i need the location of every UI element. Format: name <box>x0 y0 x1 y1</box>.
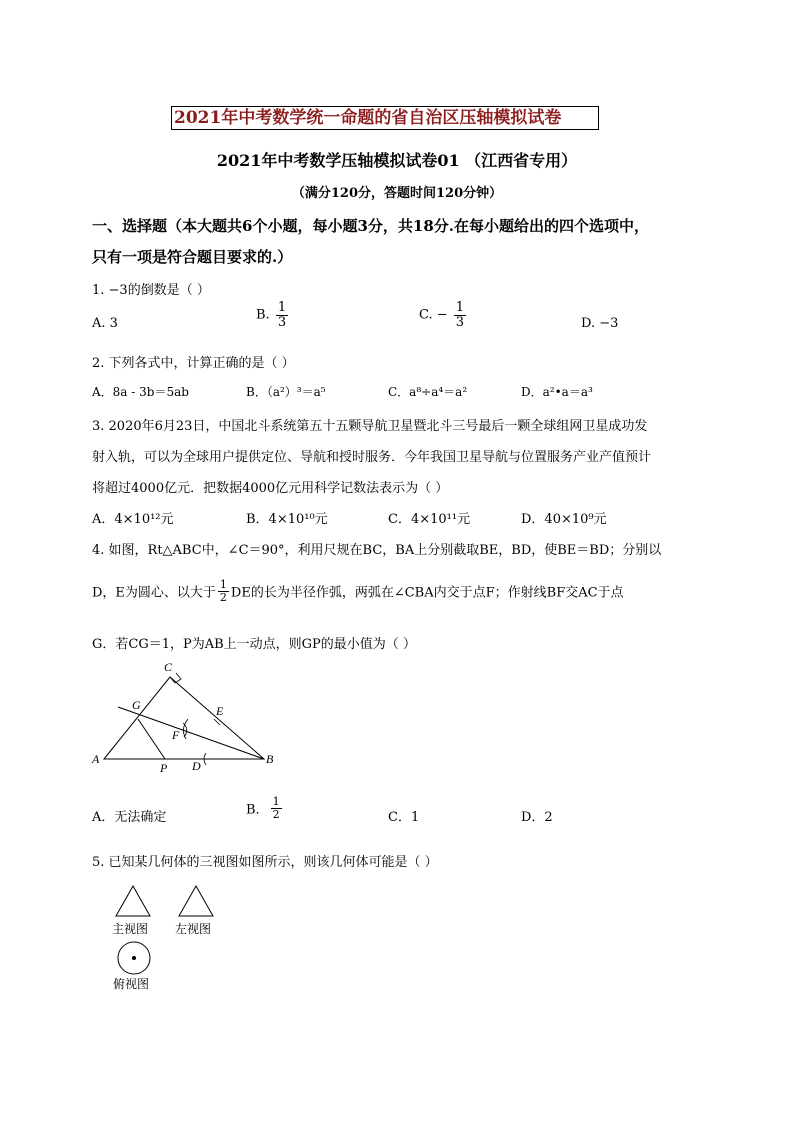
top-view-label: 俯视图 <box>113 977 150 991</box>
triangle-abc <box>104 677 264 759</box>
label-d: D <box>192 759 201 773</box>
label-p: P <box>160 761 168 775</box>
fraction-numerator: 1 <box>272 795 280 808</box>
question-4-line2 <box>92 579 624 603</box>
question-1-option-c <box>419 301 468 329</box>
series-banner: 2021年中考数学统一命题的省自治区压轴模拟试卷 <box>171 106 599 130</box>
question-5-stem: 5. 已知某几何体的三视图如图所示，则该几何体可能是（ ） <box>92 855 438 870</box>
question-2-option-a: A．8a - 3b＝5ab <box>92 385 189 399</box>
label-f: F <box>172 728 180 742</box>
fraction <box>454 301 466 329</box>
fraction-denominator: 3 <box>277 314 287 330</box>
option-b-prefix: B. <box>256 307 270 323</box>
section-header-line1: 一、选择题（本大题共6个小题，每小题3分，共18分.在每小题给出的四个选项中， <box>92 217 649 235</box>
question-3-option-a: A．4×10¹²元 <box>92 512 174 527</box>
front-view-label: 主视图 <box>112 922 149 936</box>
question-1-option-b <box>256 301 290 329</box>
fraction-numerator: 1 <box>455 300 465 315</box>
question-4-option-a: A．无法确定 <box>92 810 167 825</box>
question-1-option-d: D. −3 <box>581 316 619 331</box>
question-4-line2-end: DE的长为半径作弧，两弧在∠CBA内交于点F；作射线BF交AC于点 <box>230 585 624 601</box>
label-a: A <box>92 752 100 766</box>
fraction-denominator: 2 <box>219 590 227 604</box>
triangle-figure <box>88 657 278 777</box>
question-3-option-c: C．4×10¹¹元 <box>388 512 471 527</box>
question-3-option-b: B．4×10¹⁰元 <box>246 512 328 527</box>
page-subtitle: （满分120分，答题时间120分钟） <box>291 186 503 201</box>
fraction <box>276 301 288 329</box>
left-view-triangle <box>177 884 215 918</box>
section-header-line2: 只有一项是符合题目要求的.） <box>92 248 293 266</box>
option-b-prefix: B． <box>246 802 269 818</box>
question-4-line3: G．若CG＝1，P为AB上一动点，则GP的最小值为（ ） <box>92 637 416 652</box>
fraction <box>218 579 229 603</box>
question-3-line2: 射入轨，可以为全球用户提供定位、导航和授时服务．今年我国卫星导航与位置服务产业产值预计 <box>92 450 652 465</box>
fraction-numerator: 1 <box>277 300 287 315</box>
question-4-option-b <box>246 796 284 820</box>
label-e: E <box>216 704 224 718</box>
question-2-option-b: B．（a²）³＝a⁵ <box>246 385 326 399</box>
label-c: C <box>164 660 173 674</box>
arc-f-1 <box>183 719 188 739</box>
left-view-label: 左视图 <box>175 922 212 936</box>
fraction-numerator: 1 <box>219 578 227 591</box>
question-1-option-a: A. 3 <box>92 316 118 331</box>
question-4-line2-start: D，E为圆心、以大于 <box>92 585 216 601</box>
fraction-denominator: 2 <box>272 807 280 821</box>
question-3-option-d: D．40×10⁹元 <box>521 512 607 527</box>
label-b: B <box>266 752 274 766</box>
question-3-line1: 3. 2020年6月23日，中国北斗系统第五十五颗导航卫星暨北斗三号最后一颗全球组网卫星成功发 <box>92 419 648 434</box>
question-2-option-c: C．a⁸÷a⁴＝a² <box>388 385 468 399</box>
question-1-stem: 1. −3的倒数是（ ） <box>92 283 210 298</box>
question-2-option-d: D．a²•a＝a³ <box>521 385 593 399</box>
option-c-prefix: C. − <box>419 307 448 323</box>
question-3-line3: 将超过4000亿元．把数据4000亿元用科学记数法表示为（ ） <box>92 481 449 496</box>
question-4-line1: 4. 如图，Rt△ABC中，∠C＝90°，利用尺规在BC，BA上分别截取BE，BD，使BE＝BD；分别以 <box>92 543 662 558</box>
front-view-triangle <box>114 884 152 918</box>
fraction-denominator: 3 <box>455 314 465 330</box>
question-4-option-d: D．2 <box>521 810 553 825</box>
page-title: 2021年中考数学压轴模拟试卷01 （江西省专用） <box>216 151 578 170</box>
fraction <box>271 796 282 820</box>
question-2-stem: 2. 下列各式中，计算正确的是（ ） <box>92 356 295 371</box>
label-g: G <box>132 698 141 712</box>
top-view-circle <box>116 940 152 976</box>
segment-gp <box>138 719 165 759</box>
ray-bf <box>118 707 264 759</box>
question-4-option-c: C．1 <box>388 810 420 825</box>
